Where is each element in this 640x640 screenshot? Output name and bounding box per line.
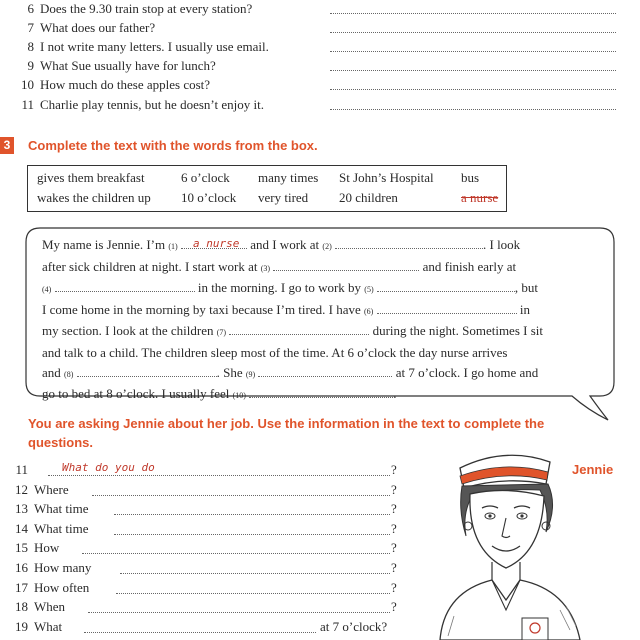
exercise-number-badge: 3 [0, 137, 14, 154]
section-instruction-line-1: You are asking Jennie about her job. Use the information in the text to complete the [28, 416, 545, 431]
blank-2[interactable] [335, 238, 483, 249]
passage-line-1: My name is Jennie. I’m (1) a nurse and I work at (2) . I look [42, 235, 602, 257]
section-instruction-line-2: questions. [28, 435, 94, 450]
answer-line-b14[interactable] [114, 534, 390, 535]
handwritten-answer-b11: What do you do [62, 461, 155, 474]
blank-6[interactable] [377, 303, 517, 314]
handwritten-answer-1: a nurse [192, 237, 240, 250]
word-item: very tired [258, 190, 309, 205]
answer-line-b15[interactable] [82, 553, 390, 554]
passage-line-3: (4) in the morning. I go to work by (5) , but [42, 280, 538, 296]
exercise-instruction: Complete the text with the words from the box. [28, 138, 318, 153]
blank-10[interactable] [249, 387, 393, 398]
question-10: 10 How much do these apples cost? [21, 77, 211, 92]
answer-line-b16[interactable] [120, 573, 390, 574]
bottom-question-19: 19 What [15, 619, 63, 634]
bottom-question-17: 17 How often [15, 580, 90, 595]
blank-4[interactable] [55, 281, 195, 292]
question-6: 6 Does the 9.30 train stop at every station? [27, 1, 253, 16]
bottom-question-13: 13 What time [15, 501, 89, 516]
blank-8[interactable] [77, 366, 217, 377]
passage-line-8: go to bed at 8 o’clock. I usually feel (10) . [42, 386, 397, 402]
bottom-question-16: 16 How many [15, 560, 92, 575]
word-item: wakes the children up [37, 190, 151, 205]
jennie-label: Jennie [572, 462, 614, 477]
passage-line-7: and (8) . She (9) at 7 o’clock. I go home and [42, 364, 539, 380]
word-item: gives them breakfast [37, 170, 145, 185]
blank-1[interactable] [181, 238, 247, 249]
passage-line-2: after sick children at night. I start work at (3) and finish early at [42, 258, 517, 274]
bottom-question-18: 18 When [15, 599, 66, 614]
word-item-used: a nurse [461, 190, 499, 205]
answer-line-b18[interactable] [88, 612, 390, 613]
answer-line-b12[interactable] [92, 495, 390, 496]
answer-line-b17[interactable] [116, 593, 390, 594]
blank-5[interactable] [377, 281, 515, 292]
question-7: 7 What does our father? [27, 20, 156, 35]
bottom-question-14: 14 What time [15, 521, 89, 536]
passage-line-5: my section. I look at the children (7) during the night. Sometimes I sit [42, 323, 543, 339]
question-9: 9 What Sue usually have for lunch? [27, 58, 216, 73]
word-item: bus [461, 170, 480, 185]
passage [42, 235, 602, 406]
bottom-question-15: 15 How [15, 540, 60, 555]
passage-line-4: I come home in the morning by taxi because I’m tired. I have (6) in [42, 301, 530, 317]
bottom-question-11: 11 [15, 462, 28, 477]
word-item: 6 o’clock [181, 170, 230, 185]
passage-line-6: and talk to a child. The children sleep most of the time. At 6 o’clock the day nurse arrives [42, 344, 508, 360]
word-item: St John’s Hospital [339, 170, 434, 185]
answer-line-b11[interactable] [48, 475, 390, 476]
jennie-nurse-illustration [410, 440, 640, 640]
question-8: 8 I not write many letters. I usually use email. [27, 39, 269, 54]
blank-9[interactable] [258, 366, 392, 377]
answer-line-b13[interactable] [114, 514, 390, 515]
word-item: 20 children [339, 190, 398, 205]
answer-line-b19[interactable] [84, 632, 316, 633]
blank-7[interactable] [229, 324, 369, 335]
bottom-question-12: 12 Where [15, 482, 69, 497]
question-11: 11 Charlie play tennis, but he doesn’t enjoy it. [21, 97, 264, 112]
word-item: many times [258, 170, 319, 185]
blank-3[interactable] [273, 260, 419, 271]
word-item: 10 o’clock [181, 190, 237, 205]
